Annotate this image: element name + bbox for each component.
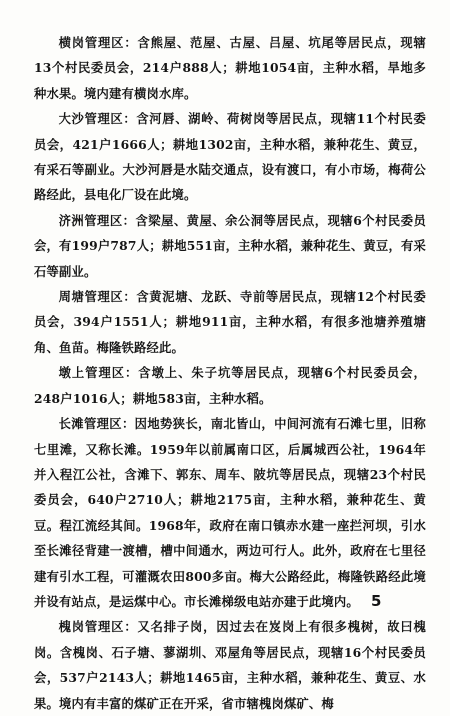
- paragraph-changtan: 长滩管理区：因地势狭长，南北皆山，中间河流有石滩七里，旧称七里滩，又称长滩。1959年以前属南口区，后属城西公社，1964年并入程江公社，含滩下、郭东、周车、陂坑等居民点，现辖23个村民委员会，640户2710人；耕地2175亩，主种水稻，兼种花生、黄豆。程江流经其间。1968年，政府在南口镇赤水建一座拦河坝，引水至长滩径背建一渡槽，槽中间通水，两边可行人。此外，政府在七里径建有引水工程，可灌溉农田800多亩。梅大公路经此，梅隆铁路经此境并设有站点，是运煤中心。市长滩梯级电站亦建于此境内。: [34, 416, 426, 609]
- document-page: [34, 30, 426, 716]
- paragraph-dasha: 大沙管理区：含河唇、湖岭、荷树岗等居民点，现辖11个村民委员会，421户1666人；耕地1302亩，主种水稻，兼种花生、黄豆，有采石等副业。大沙河唇是水陆交通点，设有渡口，有小市场，梅荷公路经此，县电化厂设在此境。: [34, 111, 426, 203]
- paragraph-zhoutang: 周塘管理区：含黄泥塘、龙跃、寺前等居民点，现辖12个村民委员会，394户1551人；耕地911亩，主种水稻，有很多池塘养殖塘角、鱼苗。梅隆铁路经此。: [34, 289, 426, 355]
- paragraph-huaigang: 槐岗管理区：又名排子岗，因过去在岌岗上有很多槐树，故曰槐岗。含槐岗、石子塘、蓼湖圳、邓屋角等居民点，现辖16个村民委员会，537户2143人；耕地1465亩，主种水稻，兼种花生、黄豆、水果。境内有丰富的煤矿正在开采，省市辖槐岗煤矿、梅: [34, 619, 426, 711]
- paragraph-jizhou: 济洲管理区：含梁屋、黄屋、余公洞等居民点，现辖6个村民委员会，有199户787人；耕地551亩，主种水稻，兼种花生、黄豆，有采石等副业。: [34, 212, 426, 279]
- page-number: 5: [371, 592, 382, 610]
- paragraph-henggang: 横岗管理区：含熊屋、范屋、古屋、吕屋、坑尾等居民点，现辖13个村民委员会，214户888人；耕地1054亩，主种水稻，旱地多种水果。境内建有横岗水库。: [34, 35, 426, 101]
- paragraph-dunshang: 墩上管理区：含墩上、朱子坑等居民点，现辖6个村民委员会，248户1016人；耕地583亩，主种水稻。: [34, 365, 426, 406]
